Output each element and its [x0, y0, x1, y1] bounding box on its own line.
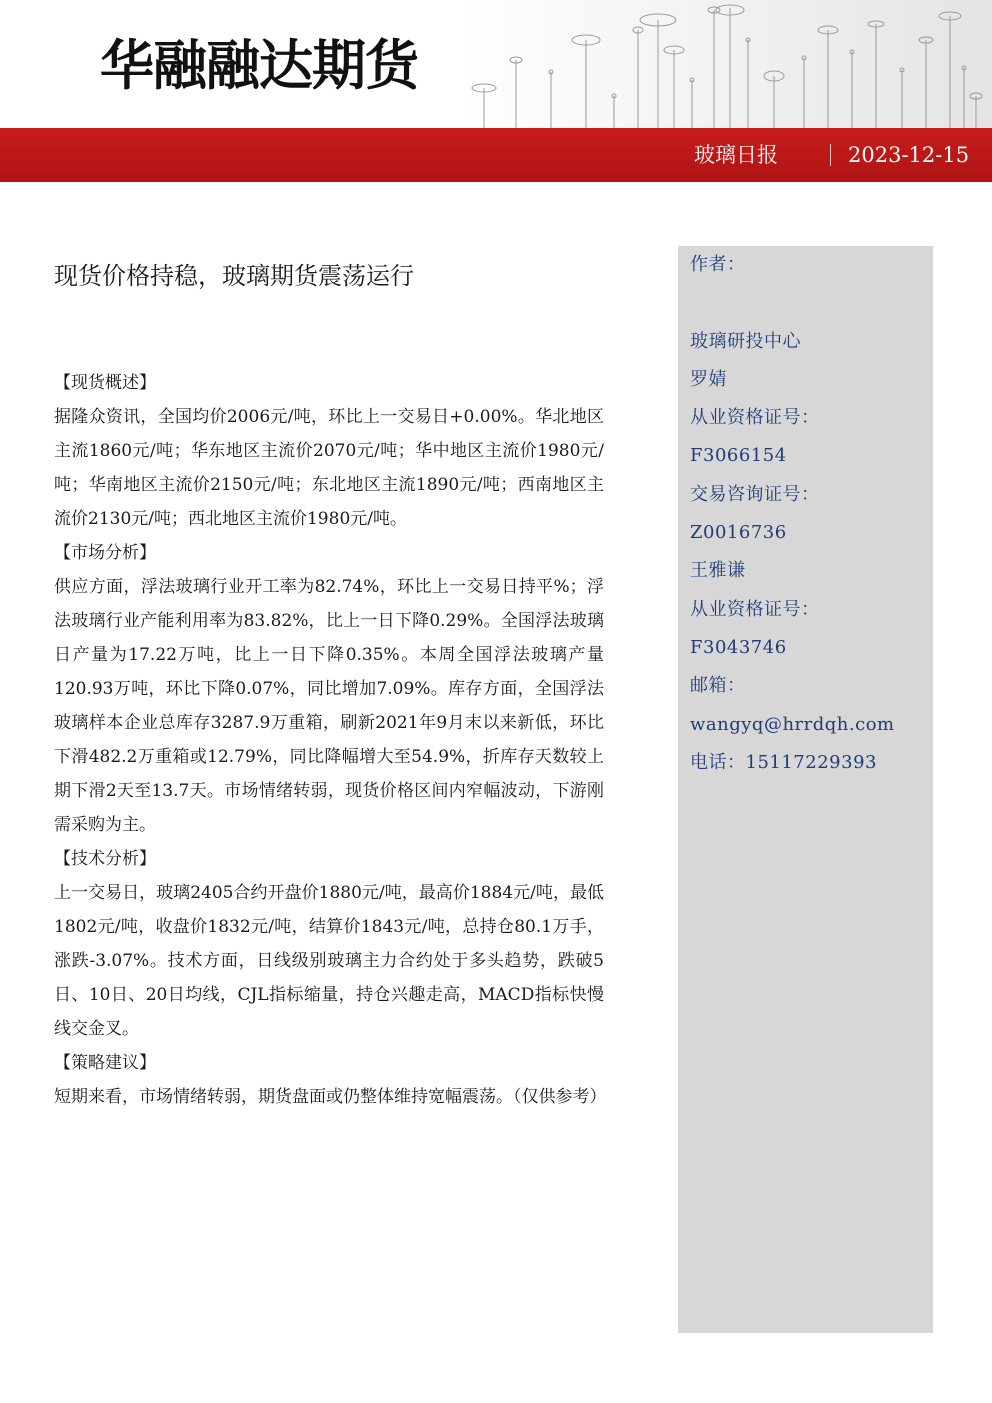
section-title-market: 【市场分析】	[54, 543, 156, 563]
author1-consulting-label: 交易咨询证号：	[690, 483, 820, 505]
section-title-strategy: 【策略建议】	[54, 1053, 156, 1073]
research-center: 玻璃研投中心	[690, 330, 801, 352]
section-title-technical: 【技术分析】	[54, 849, 156, 869]
author-sidebar	[678, 246, 933, 1333]
section-text-spot: 据隆众资讯，全国均价2006元/吨，环比上一交易日+0.00%。华北地区主流1860元/吨；华东地区主流价2070元/吨；华中地区主流价1980元/吨；华南地区主流价2150元/吨；东北地区主流1890元/吨；西南地区主流价2130元/吨；西北地区主流价1980元/吨。	[54, 407, 604, 529]
author2-qualification-number: F3043746	[690, 636, 787, 658]
email-label: 邮箱：	[690, 675, 746, 697]
author-label: 作者：	[690, 254, 746, 275]
header-red-bar	[0, 128, 992, 182]
phone-number[interactable]: 电话：15117229393	[690, 751, 877, 773]
decorative-lines-graphic	[456, 0, 992, 128]
report-date: 2023-12-15	[848, 143, 970, 167]
section-text-technical: 上一交易日，玻璃2405合约开盘价1880元/吨，最高价1884元/吨，最低1802元/吨，收盘价1832元/吨，结算价1843元/吨，总持仓80.1万手，涨跌-3.07%。技术方面，日线级别玻璃主力合约处于多头趋势，跌破5日、10日、20日均线，CJL指标缩量，持仓兴趣走高，MACD指标快慢线交金叉。	[54, 883, 604, 1039]
header-separator	[830, 144, 831, 166]
section-text-strategy: 短期来看，市场情绪转弱，期货盘面或仍整体维持宽幅震荡。（仅供参考）	[54, 1087, 607, 1107]
report-body	[54, 366, 607, 1114]
report-headline: 现货价格持稳，玻璃期货震荡运行	[54, 262, 414, 290]
author2-qualification-label: 从业资格证号：	[690, 598, 820, 620]
brand-logo-text: 华融融达期货	[100, 34, 418, 97]
section-title-spot: 【现货概述】	[54, 373, 156, 393]
section-text-market: 供应方面，浮法玻璃行业开工率为82.74%，环比上一交易日持平%；浮法玻璃行业产能利用率为83.82%，比上一日下降0.29%。全国浮法玻璃日产量为17.22万吨，比上一日下降0.35%。本周全国浮法玻璃产量120.93万吨，环比下降0.07%，同比增加7.09%。库存方面，全国浮法玻璃样本企业总库存3287.9万重箱，刷新2021年9月末以来新低，环比下滑482.2万重箱或12.79%，同比降幅增大至54.9%，折库存天数较上期下滑2天至13.7天。市场情绪转弱，现货价格区间内窄幅波动，下游刚需采购为主。	[54, 577, 604, 835]
author1-name: 罗婧	[690, 368, 727, 390]
author1-qualification-number: F3066154	[690, 445, 787, 467]
email-address[interactable]: wangyq@hrrdqh.com	[690, 713, 895, 735]
author1-consulting-number: Z0016736	[690, 522, 787, 544]
author-info	[690, 246, 930, 782]
report-type-label: 玻璃日报	[694, 143, 778, 167]
blank-line	[690, 284, 930, 322]
author1-qualification-label: 从业资格证号：	[690, 407, 820, 429]
author2-name: 王雅谦	[690, 560, 746, 582]
